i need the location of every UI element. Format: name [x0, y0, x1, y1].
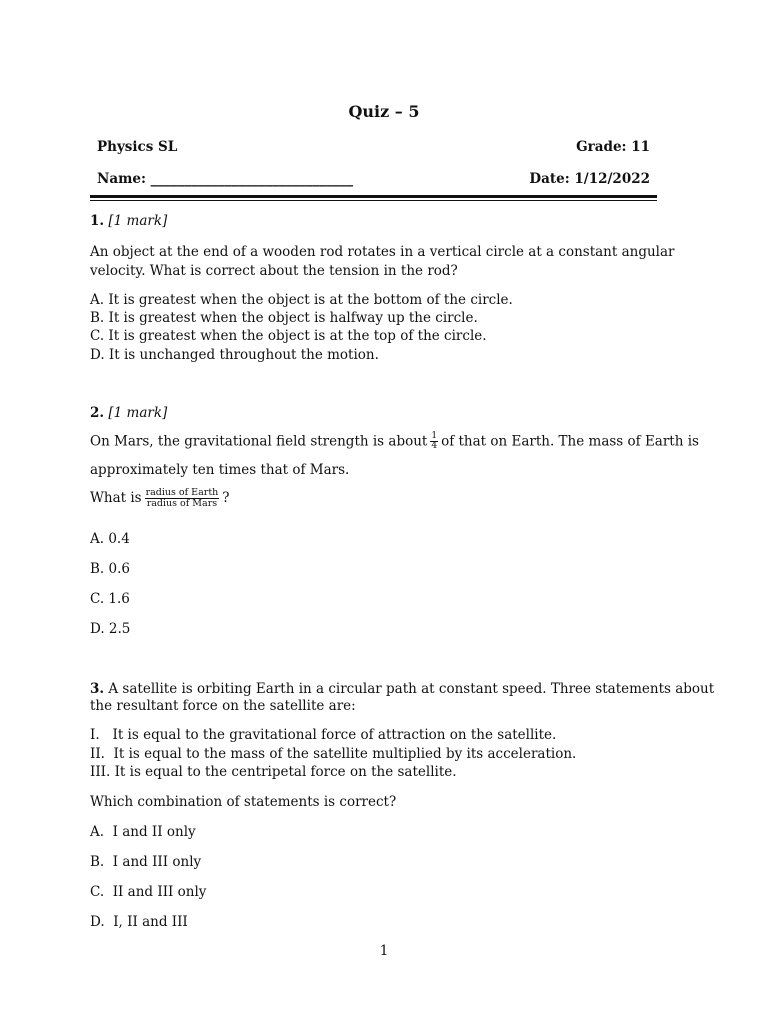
statement-iii: III. It is equal to the centripetal force on the satellite. — [90, 764, 457, 780]
question-2-marks: [1 mark] — [108, 405, 168, 421]
question-2-ratio-question — [90, 488, 230, 509]
question-3-prompt: Which combination of statements is correct? — [90, 794, 397, 810]
grade-label: Grade: 11 — [576, 139, 650, 155]
ratio-denominator: radius of Mars — [146, 497, 218, 509]
question-3-number: 3. — [90, 681, 105, 697]
question-1-stem-line-2: velocity. What is correct about the tension in the rod? — [90, 263, 458, 279]
subject-label: Physics SL — [97, 139, 178, 155]
question-mark: ? — [222, 489, 230, 506]
question-3-option-c: C. II and III only — [90, 884, 207, 900]
question-3-option-a: A. I and II only — [90, 824, 196, 840]
what-is-label: What is — [90, 489, 142, 506]
question-1-number: 1. — [90, 213, 105, 229]
question-2-stem-line-1 — [90, 432, 699, 452]
question-2-number: 2. — [90, 405, 105, 421]
question-3-stem-line-1 — [90, 680, 714, 698]
header-divider-thick — [90, 195, 657, 198]
name-field-label: Name: ______________________________ — [97, 171, 354, 187]
question-2-fraction — [430, 432, 438, 452]
question-2-stem-pre: On Mars, the gravitational field strength is about — [90, 433, 428, 450]
question-3-stem-text: A satellite is orbiting Earth in a circular path at constant speed. Three statements about — [108, 681, 715, 697]
question-1-option-d: D. It is unchanged throughout the motion. — [90, 347, 379, 363]
question-1-option-c: C. It is greatest when the object is at the top of the circle. — [90, 328, 487, 344]
question-1-marks: [1 mark] — [108, 213, 168, 229]
fraction-denominator: 4 — [431, 441, 438, 452]
statement-ii: II. It is equal to the mass of the satellite multiplied by its acceleration. — [90, 746, 577, 762]
question-2-stem-post: of that on Earth. The mass of Earth is — [441, 433, 699, 450]
date-label: Date: 1/12/2022 — [529, 171, 650, 187]
ratio-numerator: radius of Earth — [145, 487, 219, 498]
question-2-option-c: C. 1.6 — [90, 591, 130, 607]
question-2-heading — [90, 405, 167, 421]
page-title: Quiz – 5 — [348, 102, 420, 121]
fraction-numerator: 1 — [431, 431, 438, 441]
question-1-heading — [90, 213, 167, 229]
radius-ratio-fraction — [145, 488, 220, 509]
question-3-option-b: B. I and III only — [90, 854, 202, 870]
statement-i: I. It is equal to the gravitational force of attraction on the satellite. — [90, 727, 557, 743]
header-divider-thin — [90, 200, 657, 201]
question-1-option-b: B. It is greatest when the object is halfway up the circle. — [90, 310, 478, 326]
question-3-option-d: D. I, II and III — [90, 914, 188, 930]
page-number: 1 — [379, 943, 389, 959]
question-1-stem-line-1: An object at the end of a wooden rod rotates in a vertical circle at a constant angular — [90, 244, 675, 260]
question-2-option-b: B. 0.6 — [90, 561, 130, 577]
question-2-stem-line-2: approximately ten times that of Mars. — [90, 462, 350, 478]
question-3-stem-line-2: the resultant force on the satellite are: — [90, 698, 356, 714]
question-2-option-a: A. 0.4 — [90, 531, 130, 547]
question-1-option-a: A. It is greatest when the object is at the bottom of the circle. — [90, 292, 513, 308]
question-2-option-d: D. 2.5 — [90, 621, 131, 637]
